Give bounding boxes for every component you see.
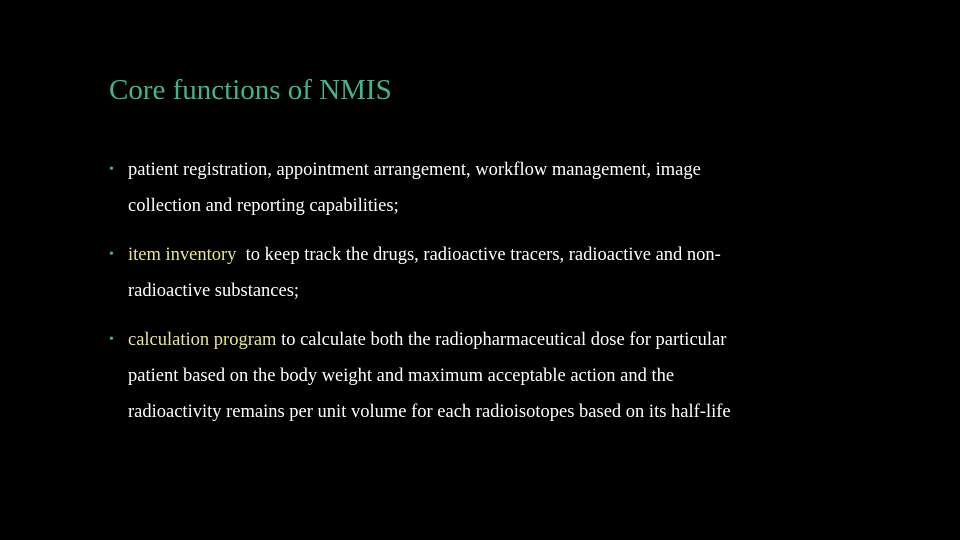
bullet-text: patient registration, appointment arrangement, workflow management, image bbox=[128, 160, 701, 180]
slide-title: Core functions of NMIS bbox=[109, 74, 392, 106]
highlight-term: calculation program bbox=[128, 330, 277, 350]
bullet-icon: • bbox=[109, 162, 114, 177]
bullet-line bbox=[128, 152, 889, 188]
bullet-list bbox=[109, 152, 889, 443]
bullet-line bbox=[128, 188, 889, 224]
bullet-text: radioactivity remains per unit volume for each radioisotopes based on its half-life bbox=[128, 402, 731, 422]
bullet-line bbox=[128, 394, 889, 430]
bullet-item-calculation bbox=[109, 322, 889, 430]
highlight-term: item inventory bbox=[128, 245, 237, 265]
bullet-text: patient based on the body weight and maximum acceptable action and the bbox=[128, 366, 675, 386]
bullet-line bbox=[128, 322, 889, 358]
bullet-text: collection and reporting capabilities; bbox=[128, 196, 399, 216]
bullet-line bbox=[128, 358, 889, 394]
bullet-text: to keep track the drugs, radioactive tracers, radioactive and non- bbox=[236, 245, 721, 265]
bullet-text: radioactive substances; bbox=[128, 281, 300, 301]
bullet-line bbox=[128, 273, 889, 309]
bullet-item-registration bbox=[109, 152, 889, 224]
bullet-icon: • bbox=[109, 247, 114, 262]
bullet-icon: • bbox=[109, 332, 114, 347]
bullet-line bbox=[128, 237, 889, 273]
bullet-text: to calculate both the radiopharmaceutical dose for particular bbox=[276, 330, 727, 350]
bullet-item-inventory bbox=[109, 237, 889, 309]
